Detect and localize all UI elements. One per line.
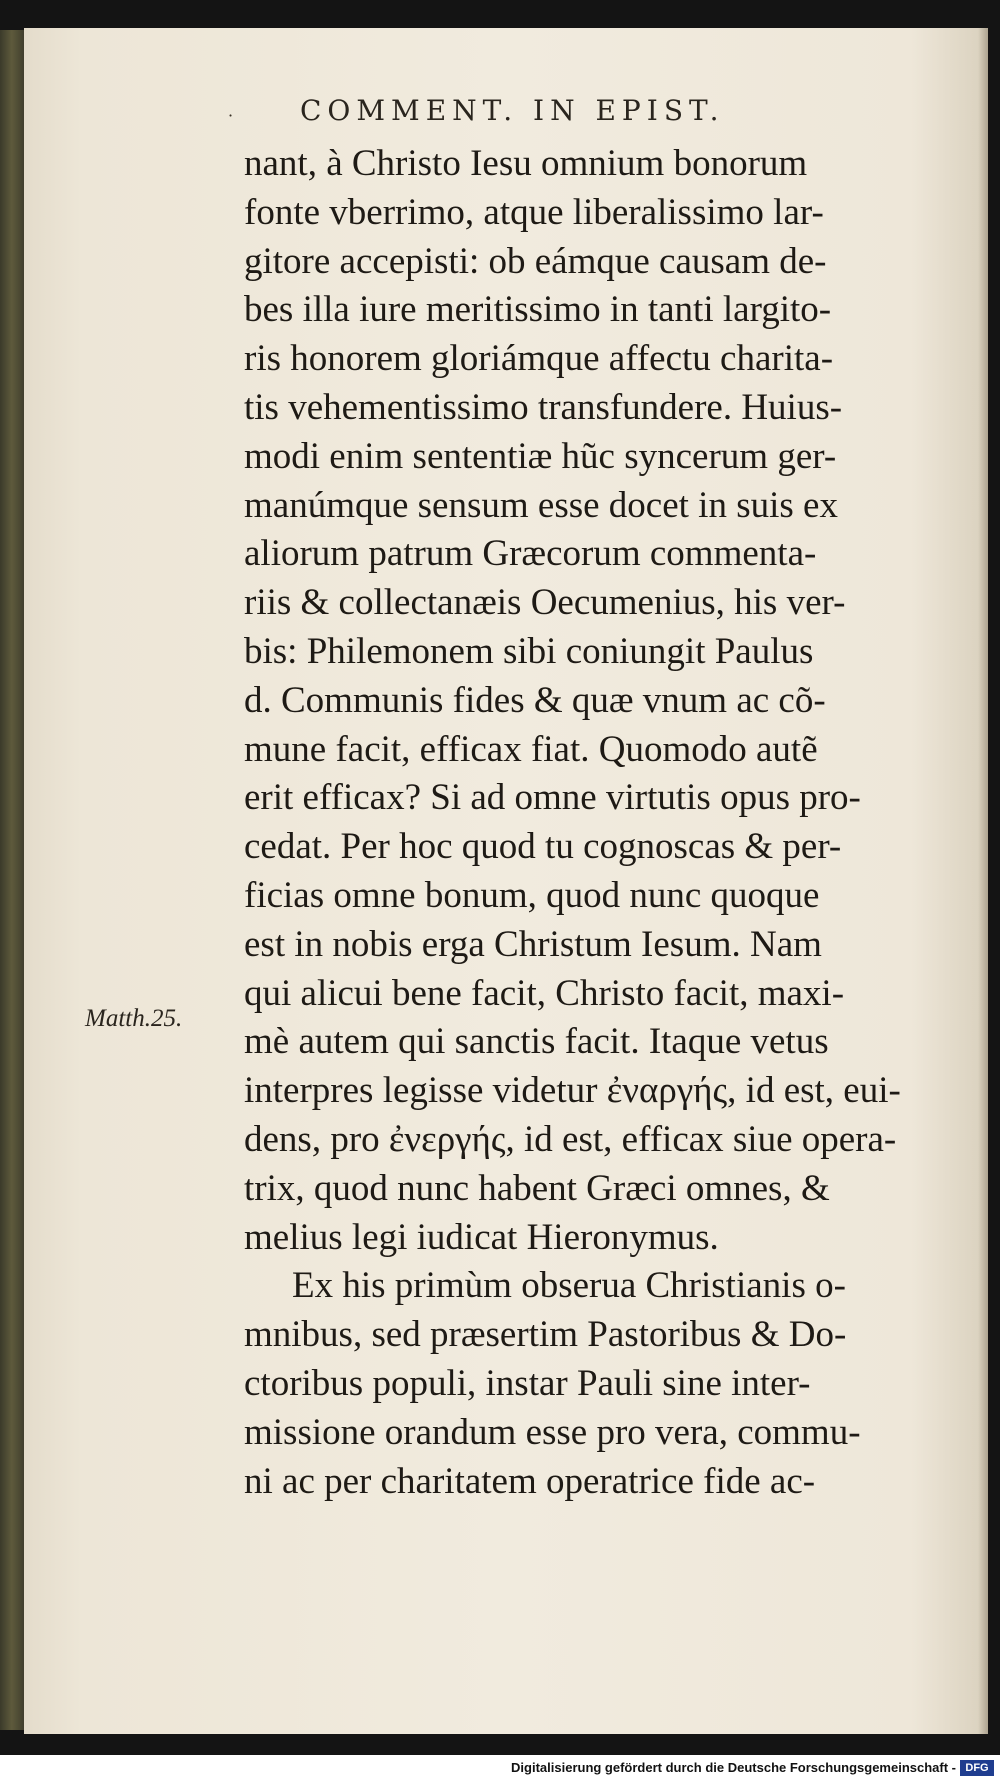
text-line: mune facit, efficax fiat. Quomodo autẽ	[244, 728, 818, 770]
text-line: modi enim sententiæ hũc syncerum ger-	[244, 435, 837, 477]
dfg-logo: DFG	[960, 1760, 994, 1776]
text-line: trix, quod nunc habent Græci omnes, &	[244, 1167, 830, 1209]
text-line: riis & collectanæis Oecumenius, his ver-	[244, 582, 846, 624]
text-line: nant, à Christo Iesu omnium bonorum	[244, 143, 808, 184]
text-line: interpres legisse videtur ἐναργής, id est, eui-	[244, 1070, 901, 1112]
text-line: ni ac per charitatem operatrice fide ac-	[244, 1460, 816, 1502]
text-line: missione orandum esse pro vera, commu-	[244, 1411, 861, 1453]
text-line: erit efficax? Si ad omne virtutis opus pro-	[244, 777, 861, 819]
text-line: manúmque sensum esse docet in suis ex	[244, 484, 838, 526]
text-line: fonte vberrimo, atque liberalissimo lar-	[244, 191, 824, 233]
footer-credit: Digitalisierung gefördert durch die Deutsche Forschungsgemeinschaft -	[511, 1760, 956, 1775]
text-line: mnibus, sed præsertim Pastoribus & Do-	[244, 1314, 847, 1356]
text-line: dens, pro ἐνεργής, id est, efficax siue opera-	[244, 1118, 897, 1160]
text-line: melius legi iudicat Hieronymus.	[244, 1216, 719, 1258]
text-line: Ex his primùm obserua Christianis o-	[292, 1265, 846, 1307]
page-edge-shadow	[978, 28, 988, 1734]
body-text	[244, 140, 924, 1506]
digitization-footer	[0, 1758, 1000, 1780]
text-line: tis vehementissimo transfundere. Huius-	[244, 386, 843, 428]
text-line: bis: Philemonem sibi coniungit Paulus	[244, 630, 814, 672]
text-line: bes illa iure meritissimo in tanti largito-	[244, 289, 832, 331]
text-line: ctoribus populi, instar Pauli sine inter-	[244, 1362, 811, 1404]
text-line: mè autem qui sanctis facit. Itaque vetus	[244, 1021, 829, 1063]
marginal-note: Matth.25.	[85, 1005, 183, 1032]
text-line: cedat. Per hoc quod tu cognoscas & per-	[244, 826, 842, 868]
text-line: gitore accepisti: ob eámque causam de-	[244, 240, 827, 282]
text-line: ris honorem gloriámque affectu charita-	[244, 338, 834, 380]
text-line: ficias omne bonum, quod nunc quoque	[244, 874, 820, 916]
text-line: qui alicui bene facit, Christo facit, maxi-	[244, 972, 845, 1014]
head-mark: ·	[228, 106, 234, 125]
running-head: COMMENT. IN EPIST.	[300, 94, 725, 127]
text-line: aliorum patrum Græcorum commenta-	[244, 533, 817, 575]
book-spine	[0, 30, 26, 1730]
text-line: d. Communis fides & quæ vnum ac cõ-	[244, 679, 826, 721]
text-line: est in nobis erga Christum Iesum. Nam	[244, 923, 822, 965]
